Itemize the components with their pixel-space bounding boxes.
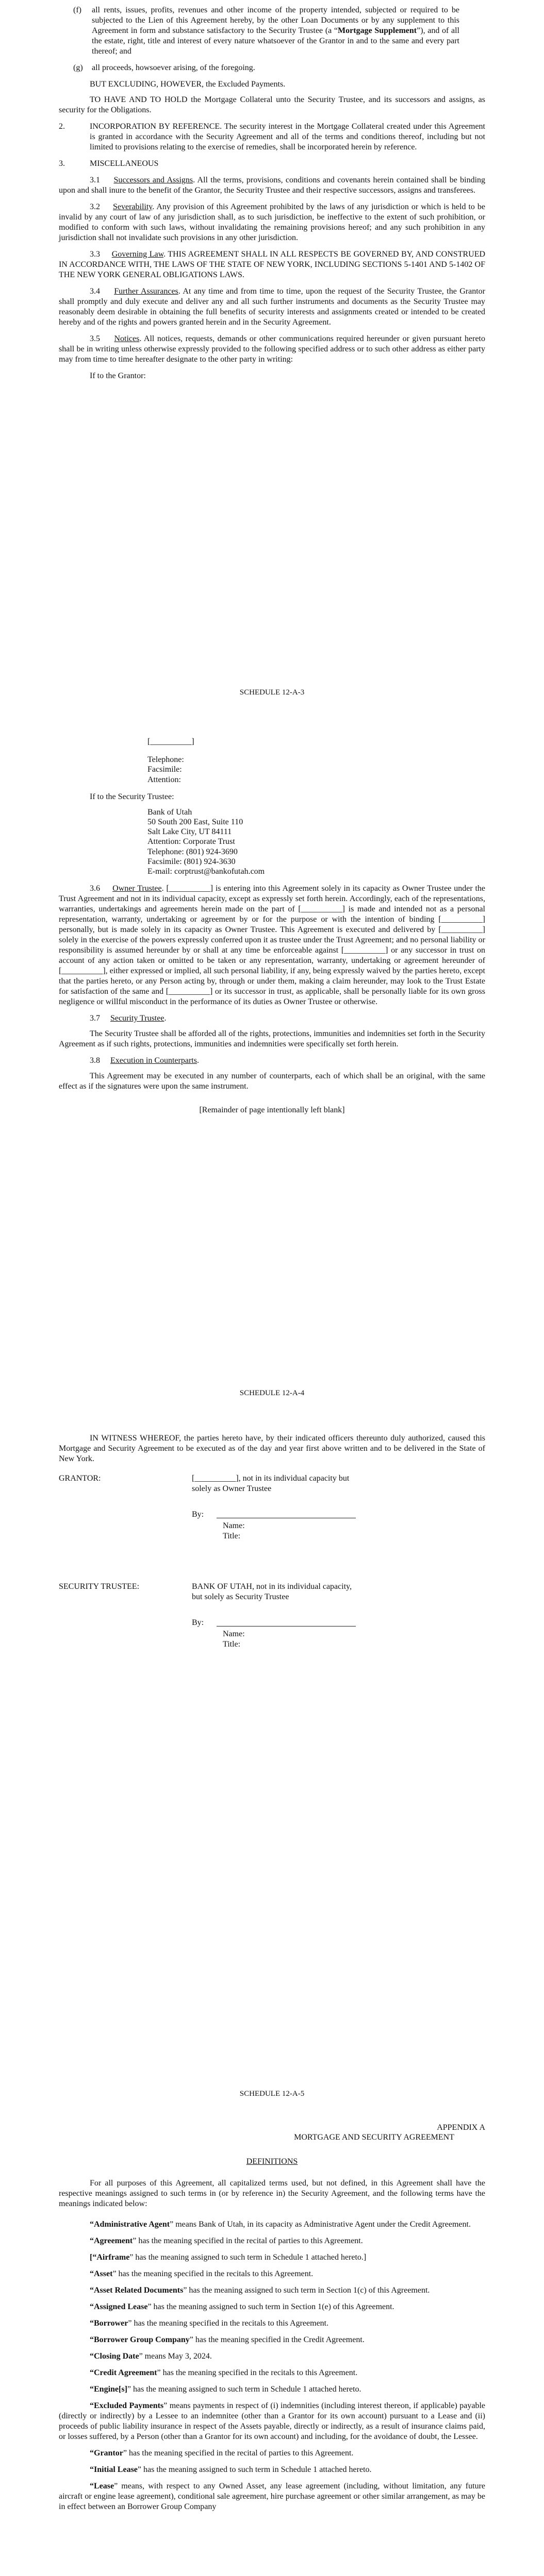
section-3-8-number: 3.8 [90, 1056, 100, 1065]
section-3-1-number: 3.1 [90, 176, 100, 184]
clause-g-label: (g) [73, 63, 83, 72]
definition-item [59, 2318, 485, 2329]
definition-term: “Administrative Agent [90, 2220, 170, 2229]
section-3-2-title: Severability [112, 202, 153, 211]
definition-item [59, 2335, 485, 2345]
definition-item [59, 2285, 485, 2296]
section-3-4 [59, 286, 485, 328]
definition-text: ” means May 3, 2024. [139, 2352, 212, 2361]
section-3-number: 3. [59, 159, 65, 168]
definition-term: “Grantor [90, 2449, 123, 2458]
section-3-1 [59, 175, 485, 196]
definition-text: ” has the meaning specified in the recital of parties to this Agreement. [133, 2236, 363, 2246]
section-3-8-heading [59, 1056, 485, 1066]
security-trustee-label: SECURITY TRUSTEE: [59, 1582, 140, 1591]
trustee-line: Telephone: (801) 924-3690 [147, 847, 238, 856]
section-3-8-text: This Agreement may be executed in any number of counterparts, each of which shall be an original, with the same effect as if the signatures were upon the same instrument. [59, 1072, 485, 1091]
section-3-6-title: Owner Trustee [112, 884, 162, 893]
trustee-signature-block [59, 1582, 485, 1650]
page-footer: SCHEDULE 12-A-4 [239, 1389, 305, 1398]
definitions-intro: For all purposes of this Agreement, all capitalized terms used, but not defined, in this Agreement shall have the respective meanings assigned to such terms in (or by reference in) the Security Agreement, and the following terms have the meanings indicated below: [59, 2179, 485, 2209]
section-3-6-number: 3.6 [90, 884, 100, 893]
section-3-1-title: Successors and Assigns [113, 176, 193, 184]
definition-item [59, 2252, 485, 2263]
section-3-7-heading [59, 1013, 485, 1024]
section-3-5-title: Notices [114, 334, 140, 343]
definition-item [59, 2219, 485, 2230]
definition-text: ” means, with respect to any Owned Asset, any lease agreement (including, without limitation, any future aircraft or engine lease agreement), conditional sale agreement, hire purchase agreement or other similar arrangement, as may be in effect between an Borrower Group Company [59, 2482, 485, 2512]
grantor-attention: Attention: [147, 775, 181, 784]
definition-item [59, 2368, 485, 2378]
definition-item [59, 2269, 485, 2279]
trustee-capacity: BANK OF UTAH, not in its individual capacity, but solely as Security Trustee [192, 1582, 352, 1601]
grantor-facsimile: Facsimile: [147, 765, 182, 774]
grantor-name-blank: [__________] [147, 737, 194, 746]
trustee-line: Salt Lake City, UT 84111 [147, 827, 232, 837]
page-footer: SCHEDULE 12-A-3 [239, 688, 305, 697]
section-3-4-title: Further Assurances [114, 287, 178, 296]
definition-text: ” has the meaning specified in the recitals to this Agreement. [128, 2319, 329, 2328]
clause-f [59, 5, 485, 57]
section-3-2-number: 3.2 [90, 202, 100, 211]
definition-item [59, 2465, 485, 2475]
section-3-7-period: . [164, 1014, 167, 1023]
excluding-paragraph: BUT EXCLUDING, HOWEVER, the Excluded Payments. [90, 80, 286, 89]
definition-text: ” has the meaning specified in the recital of parties to this Agreement. [123, 2449, 354, 2458]
definition-text: ” has the meaning specified in the recitals to this Agreement. [112, 2269, 314, 2279]
page-schedule-12-a-4 [0, 701, 544, 1401]
definition-term: “Asset [90, 2269, 113, 2279]
definition-term: “Closing Date [90, 2352, 139, 2361]
page-schedule-12-a-6 [0, 2102, 544, 2576]
page-schedule-12-a-3 [0, 0, 544, 701]
definition-term: “Initial Lease [90, 2465, 138, 2475]
grantor-address-block [59, 737, 485, 785]
definition-text: ” means payments in respect of (i) indemnities (including interest thereon, if applicable) payable (directly or indirectly) by a Lessee to an indemnitee (other than a Grantor for its own account) pursuant to a Lease and (ii) proceeds of public liability insurance in respect of the Assets payable, directly or indirectly, as a result of insurance claims paid, or losses suffered, by a Person (other than a Grantor for its own account) and including, for the avoidance of doubt, the Lessee. [59, 2401, 486, 2442]
grantor-signature-detail [192, 1473, 485, 1541]
mortgage-supplement-term: Mortgage Supplement [338, 26, 417, 35]
trustee-address-block [59, 807, 485, 876]
section-3-3 [59, 249, 485, 280]
name-label: Name: [223, 1521, 245, 1530]
definition-term: “Asset Related Documents [90, 2286, 184, 2295]
title-label: Title: [223, 1532, 241, 1540]
definition-item [59, 2351, 485, 2362]
clause-f-label: (f) [73, 6, 81, 14]
section-3-2 [59, 202, 485, 243]
trustee-line: 50 South 200 East, Suite 110 [147, 817, 243, 826]
page-schedule-12-a-5 [0, 1401, 544, 2102]
section-3-8-title: Execution in Counterparts [110, 1056, 197, 1065]
definition-item [59, 2302, 485, 2312]
section-3 [59, 159, 485, 169]
if-to-grantor: If to the Grantor: [90, 371, 146, 380]
appendix-label: APPENDIX A [437, 2123, 485, 2132]
habendum-paragraph: TO HAVE AND TO HOLD the Mortgage Collateral unto the Security Trustee, and its successors and assigns, as security for the Obligations. [59, 95, 485, 114]
definition-term: “Credit Agreement [90, 2368, 157, 2378]
section-3-6-text: . [__________] is entering into this Agreement solely in its capacity as Owner Trustee under the Trust Agreement and not in its individual capacity, except as expressly set forth herein. Accordingly, each of the representations, warranties, undertakings and agreements herein made on the part of [__________] is made and intended not as a personal representation, warranty, undertaking or agreement by or for the purpose or with the intention of binding [__________] personally, but is made solely in its capacity as Owner Trustee. This Agreement is executed and delivered by [__________] solely in the exercise of the powers expressly conferred upon it as trustee under the Trust Agreement; and no personal liability or responsibility is assumed hereunder by or shall at any time be enforceable against [__________] or any successor in trust on account of any action taken or omitted to be taken or any representation, warranty, undertaking or agreement hereunder of [__________], either expressed or implied, all such personal liability, if any, being expressly waived by the parties hereto, except that the parties hereto, or any Person acting by, through or under them, making a claim hereunder, may look to the Trust Estate for satisfaction of the same and [__________] or its successor in trust, as applicable, shall be personally liable for its own gross negligence or willful misconduct in the performance of its duties as Owner Trustee or otherwise. [59, 884, 486, 1007]
grantor-capacity: [__________], not in its individual capacity but solely as Owner Trustee [192, 1474, 350, 1493]
definition-text: ” has the meaning assigned to such term in Schedule 1 attached hereto. [127, 2385, 361, 2394]
name-label: Name: [223, 1630, 245, 1638]
definition-term: “Borrower Group Company [90, 2335, 190, 2345]
section-3-7-number: 3.7 [90, 1014, 100, 1023]
definition-text: ” has the meaning assigned to such term in Section 1(e) of this Agreement. [147, 2302, 394, 2312]
in-witness-whereof: IN WITNESS WHEREOF, the parties hereto have, by their indicated officers thereunto duly authorized, caused this Mortgage and Security Agreement to be executed as of the day and year first above written and to be delivered in the State of New York. [59, 1434, 485, 1463]
trustee-email: E-mail: corptrust@bankofutah.com [147, 867, 265, 876]
section-3-3-number: 3.3 [90, 250, 100, 259]
definition-term: [“Airframe [90, 2253, 130, 2262]
definition-term: “Lease [90, 2482, 114, 2491]
definition-term: “Agreement [90, 2236, 133, 2246]
section-3-heading: MISCELLANEOUS [90, 159, 159, 168]
page-footer: SCHEDULE 12-A-5 [239, 2090, 305, 2098]
clause-g-text: all proceeds, howsoever arising, of the foregoing. [92, 63, 255, 72]
definition-item [59, 2481, 485, 2512]
section-3-3-title: Governing Law [111, 250, 164, 259]
definition-term: “Assigned Lease [90, 2302, 148, 2312]
section-3-4-number: 3.4 [90, 287, 100, 296]
trustee-name-title [192, 1629, 485, 1650]
section-3-5-text: . All notices, requests, demands or other communications required hereunder or given pursuant hereto shall be in writing unless otherwise expressly provided to the following specified address or to such other address as either party may from time to time hereafter designate to the other party in writing: [59, 334, 485, 364]
clause-f-text-b: ”), and of all the estate, right, title and interest of every nature whatsoever of the Grantor in and to the same and every part thereof; and [92, 26, 460, 56]
grantor-label: GRANTOR: [59, 1474, 101, 1483]
grantor-telephone: Telephone: [147, 755, 184, 765]
definition-text: ” has the meaning assigned to such term in Schedule 1 attached hereto. [137, 2465, 372, 2475]
section-2-text: INCORPORATION BY REFERENCE. The security interest in the Mortgage Collateral created under this Agreement is granted in accordance with the Security Agreement and all of the terms and conditions thereof, including but not limited to provisions relating to the exercise of remedies, shall be incorporated herein by reference. [90, 122, 485, 151]
by-label: By: [192, 1510, 204, 1519]
appendix-heading [59, 2123, 485, 2142]
definition-item [59, 2448, 485, 2459]
section-3-8-period: . [196, 1056, 199, 1065]
section-3-7-title: Security Trustee [110, 1014, 164, 1023]
section-3-1-text: . All the terms, provisions, conditions and covenants herein contained shall be binding upon and shall inure to the benefit of the Grantor, the Security Trustee and their respective successors, assigns and transferees. [59, 176, 486, 195]
definition-item [59, 2401, 485, 2442]
trustee-line: Facsimile: (801) 924-3630 [147, 857, 236, 866]
section-3-5 [59, 334, 485, 365]
trustee-signature-detail [192, 1582, 485, 1650]
definition-text: ” has the meaning specified in the Credit Agreement. [189, 2335, 365, 2345]
definition-item [59, 2236, 485, 2246]
definition-text: ” has the meaning assigned to such term in Section 1(c) of this Agreement. [183, 2286, 430, 2295]
remainder-blank-notice: [Remainder of page intentionally left blank] [199, 1106, 345, 1115]
by-label: By: [192, 1618, 204, 1627]
definition-term: “Borrower [90, 2319, 128, 2328]
definition-term: “Engine[s] [90, 2385, 127, 2394]
grantor-by-line [192, 1510, 485, 1520]
trustee-line: Bank of Utah [147, 807, 192, 817]
definition-text: ” means Bank of Utah, in its capacity as Administrative Agent under the Credit Agreement. [170, 2220, 471, 2229]
definition-text: ” has the meaning assigned to such term in Schedule 1 attached hereto.] [129, 2253, 367, 2262]
definitions-list [59, 2219, 485, 2512]
section-3-4-text: . At any time and from time to time, upon the request of the Security Trustee, the Grantor shall promptly and duly execute and deliver any and all such further instruments and documents as the Security Trustee may reasonably deem desirable in obtaining the full benefits of security interests and assignments created or intended to be created hereby and of the rights and powers granted herein and in the Security Agreement. [59, 287, 485, 327]
section-3-5-number: 3.5 [90, 334, 100, 343]
clause-g [59, 63, 485, 73]
trustee-by-line [192, 1618, 485, 1628]
definition-term: “Excluded Payments [90, 2401, 164, 2411]
grantor-name-title [192, 1521, 485, 1541]
definitions-heading: DEFINITIONS [246, 2157, 298, 2166]
title-label: Title: [223, 1640, 241, 1649]
section-2-number: 2. [59, 122, 65, 131]
grantor-signature-line[interactable] [217, 1510, 356, 1518]
clause-f-text-a: all rents, issues, profits, revenues and other income of the property intended, subjected or required to be subjected to the Lien of this Agreement hereby, by the other Loan Documents or by any supplement to this Agreement in form and substance satisfactory to the Security Trustee (a “ [92, 6, 459, 35]
section-3-2-text: . Any provision of this Agreement prohibited by the laws of any jurisdiction or which is held to be invalid by any court of law of any jurisdiction shall, as to such jurisdiction, be ineffective to the extent of such prohibition, or modified to conform with such laws, without invalidating the remaining provisions hereof; and any such prohibition in any jurisdiction shall not invalidate such provisions in any other jurisdiction. [59, 202, 486, 242]
clause-f-text [92, 5, 485, 57]
definition-text: ” has the meaning specified in the recitals to this Agreement. [157, 2368, 358, 2378]
appendix-title: MORTGAGE AND SECURITY AGREEMENT [294, 2133, 454, 2142]
grantor-signature-block [59, 1473, 485, 1541]
section-3-3-text: . THIS AGREEMENT SHALL IN ALL RESPECTS BE GOVERNED BY, AND CONSTRUED IN ACCORDANCE WITH, THE LAWS OF THE STATE OF NEW YORK, INCLUDING SECTIONS 5-1401 AND 5-1402 OF THE NEW YORK GENERAL OBLIGATIONS LAWS. [59, 250, 486, 279]
section-3-6 [59, 884, 485, 1007]
trustee-signature-line[interactable] [217, 1618, 356, 1626]
if-to-security-trustee: If to the Security Trustee: [90, 792, 174, 801]
definition-item [59, 2384, 485, 2395]
trustee-line: Attention: Corporate Trust [147, 837, 235, 846]
section-2 [59, 122, 485, 152]
section-3-7-text: The Security Trustee shall be afforded all of the rights, protections, immunities and indemnities set forth in the Security Agreement as if such rights, protections, immunities and indemnities were specifically set forth herein. [59, 1029, 485, 1049]
